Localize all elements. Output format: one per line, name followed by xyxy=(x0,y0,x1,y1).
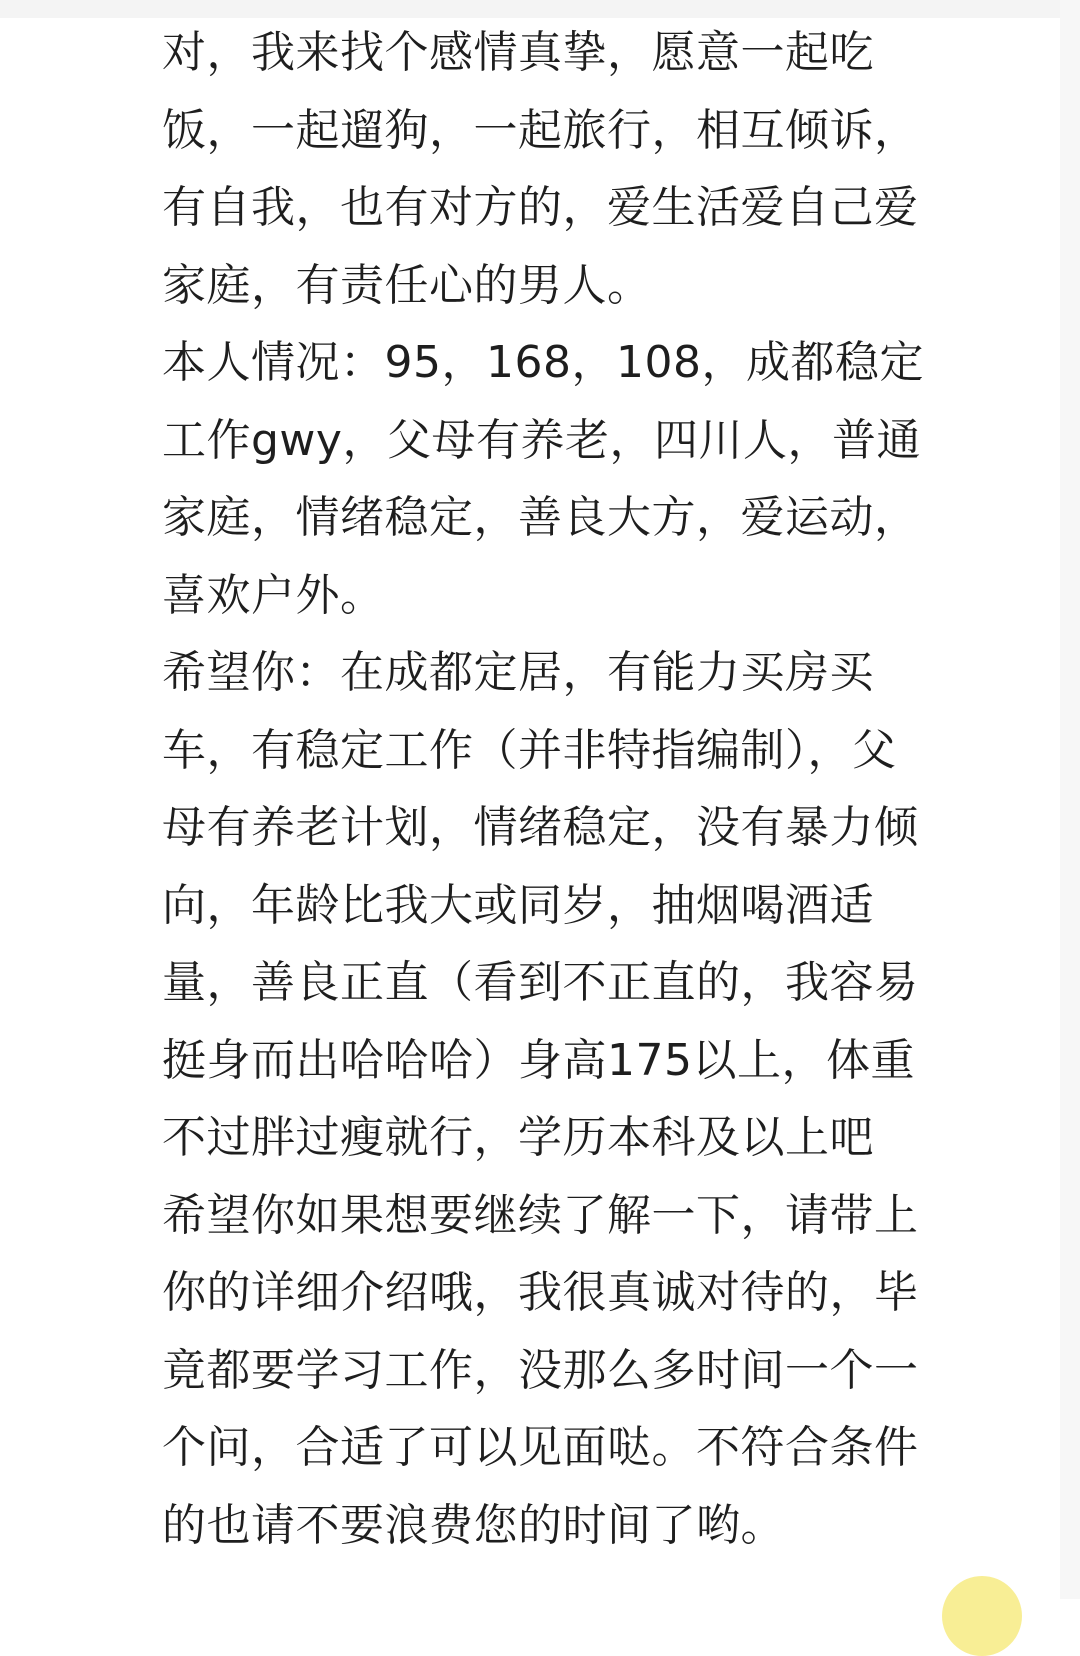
text-line: 有自我，也有对方的，爱生活爱自己爱 xyxy=(162,182,919,233)
text-line: 挺身而出哈哈哈）身高175以上，体重 xyxy=(162,1034,915,1086)
text-line: 车，有稳定工作（并非特指编制），父 xyxy=(162,724,897,776)
text-line: 的也请不要浪费您的时间了哟。 xyxy=(162,1499,785,1551)
text-line: 竟都要学习工作，没那么多时间一个一 xyxy=(162,1344,919,1396)
text-line: 对，我来找个感情真挚，愿意一起吃 xyxy=(162,27,874,78)
floating-handle[interactable] xyxy=(942,1576,1022,1656)
text-line: 向，年龄比我大或同岁，抽烟喝酒适 xyxy=(162,879,874,931)
text-line: 家庭，情绪稳定，善良大方，爱运动， xyxy=(162,492,919,543)
post-body-text xyxy=(162,14,1002,1564)
text-line: 工作gwy，父母有养老，四川人，普通 xyxy=(162,414,921,466)
text-line: 不过胖过瘦就行，学历本科及以上吧 xyxy=(162,1112,874,1163)
scrollbar-track[interactable] xyxy=(1060,0,1080,1599)
text-line: 量，善良正直（看到不正直的，我容易 xyxy=(162,957,919,1008)
text-line: 家庭，有责任心的男人。 xyxy=(162,259,652,311)
text-line: 个问，合适了可以见面哒。不符合条件 xyxy=(162,1422,919,1473)
text-line: 你的详细介绍哦，我很真诚对待的，毕 xyxy=(162,1267,919,1318)
text-line: 母有养老计划，情绪稳定，没有暴力倾 xyxy=(162,802,919,853)
text-line: 希望你：在成都定居，有能力买房买 xyxy=(162,647,874,698)
text-line: 饭，一起遛狗，一起旅行，相互倾诉， xyxy=(162,104,919,156)
text-line: 本人情况：95，168，108，成都稳定 xyxy=(162,337,924,388)
text-line: 喜欢户外。 xyxy=(162,569,385,621)
text-line: 希望你如果想要继续了解一下，请带上 xyxy=(162,1189,919,1241)
